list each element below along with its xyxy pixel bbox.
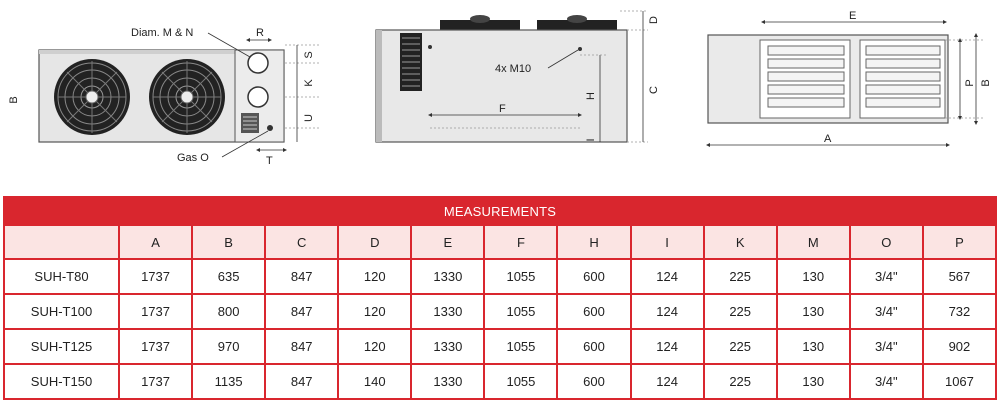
table-cell: 600 — [557, 364, 630, 399]
dim-label-i: I — [585, 138, 597, 142]
dim-label-h: H — [585, 92, 597, 100]
table-cell: 635 — [192, 259, 265, 294]
table-cell: 120 — [338, 294, 411, 329]
column-header: B — [192, 225, 265, 259]
table-cell: 1067 — [923, 364, 996, 399]
dim-label-t: T — [266, 155, 273, 167]
table-cell: 225 — [704, 259, 777, 294]
table-cell: 225 — [704, 364, 777, 399]
table-cell: 140 — [338, 364, 411, 399]
column-header: F — [484, 225, 557, 259]
table-cell: 1737 — [119, 259, 192, 294]
dim-label-k: K — [303, 79, 315, 87]
table-row — [4, 364, 996, 399]
table-cell: 567 — [923, 259, 996, 294]
table-cell: 1055 — [484, 329, 557, 364]
table-cell: 120 — [338, 329, 411, 364]
measurements-table-wrapper — [3, 196, 997, 392]
table-row — [4, 329, 996, 364]
table-cell: 600 — [557, 259, 630, 294]
dim-label-f: F — [499, 103, 506, 115]
table-cell: 3/4" — [850, 259, 923, 294]
column-header: A — [119, 225, 192, 259]
model-cell: SUH-T125 — [4, 329, 119, 364]
side-view — [376, 11, 660, 142]
gas-label: Gas O — [177, 152, 209, 164]
table-cell: 1737 — [119, 294, 192, 329]
bolts-label: 4x M10 — [495, 63, 532, 75]
table-cell: 1330 — [411, 364, 484, 399]
fan-left-icon — [54, 59, 130, 135]
table-cell: 225 — [704, 329, 777, 364]
table-cell: 225 — [704, 294, 777, 329]
table-cell: 1737 — [119, 364, 192, 399]
table-row — [4, 294, 996, 329]
table-cell: 3/4" — [850, 329, 923, 364]
table-cell: 124 — [631, 259, 704, 294]
table-header-row — [4, 225, 996, 259]
column-header: M — [777, 225, 850, 259]
table-cell: 600 — [557, 294, 630, 329]
dim-label-r: R — [256, 27, 264, 39]
table-cell: 1330 — [411, 294, 484, 329]
fan-right-icon — [149, 59, 225, 135]
table-row — [4, 259, 996, 294]
table-cell: 124 — [631, 364, 704, 399]
table-cell: 1055 — [484, 364, 557, 399]
table-cell: 800 — [192, 294, 265, 329]
dim-label-d: D — [648, 16, 660, 24]
diam-label: Diam. M & N — [131, 27, 194, 39]
table-cell: 1330 — [411, 329, 484, 364]
table-cell: 1055 — [484, 294, 557, 329]
column-header: P — [923, 225, 996, 259]
column-header: I — [631, 225, 704, 259]
table-cell: 600 — [557, 329, 630, 364]
table-cell: 732 — [923, 294, 996, 329]
dim-label-e: E — [849, 10, 857, 22]
table-cell: 3/4" — [850, 364, 923, 399]
dim-label-p: P — [964, 79, 976, 87]
model-cell: SUH-T80 — [4, 259, 119, 294]
dim-label-u: U — [303, 114, 315, 122]
table-cell: 970 — [192, 329, 265, 364]
dim-label-b-top: B — [980, 79, 992, 87]
column-header — [4, 225, 119, 259]
dim-label-s: S — [303, 51, 315, 59]
measurements-table — [3, 196, 997, 400]
connection-n-icon — [248, 87, 268, 107]
column-header: K — [704, 225, 777, 259]
dim-label-c: C — [648, 86, 660, 94]
column-header: O — [850, 225, 923, 259]
table-cell: 124 — [631, 329, 704, 364]
table-cell: 847 — [265, 364, 338, 399]
front-view — [8, 27, 320, 167]
table-cell: 847 — [265, 329, 338, 364]
table-cell: 1330 — [411, 259, 484, 294]
dim-label-b-front: B — [8, 96, 20, 104]
model-cell: SUH-T150 — [4, 364, 119, 399]
gas-connection-icon — [267, 125, 273, 131]
table-cell: 1737 — [119, 329, 192, 364]
connection-m-icon — [248, 53, 268, 73]
table-cell: 120 — [338, 259, 411, 294]
column-header: C — [265, 225, 338, 259]
model-cell: SUH-T100 — [4, 294, 119, 329]
table-cell: 130 — [777, 329, 850, 364]
table-cell: 902 — [923, 329, 996, 364]
dim-label-a: A — [824, 133, 832, 145]
table-cell: 847 — [265, 294, 338, 329]
technical-drawings — [0, 0, 1000, 190]
table-title: MEASUREMENTS — [4, 197, 996, 225]
column-header: D — [338, 225, 411, 259]
table-cell: 3/4" — [850, 294, 923, 329]
column-header: E — [411, 225, 484, 259]
table-cell: 124 — [631, 294, 704, 329]
column-header: H — [557, 225, 630, 259]
top-view — [708, 10, 992, 145]
table-cell: 130 — [777, 364, 850, 399]
table-cell: 1055 — [484, 259, 557, 294]
table-cell: 130 — [777, 294, 850, 329]
table-cell: 847 — [265, 259, 338, 294]
table-cell: 130 — [777, 259, 850, 294]
table-cell: 1135 — [192, 364, 265, 399]
